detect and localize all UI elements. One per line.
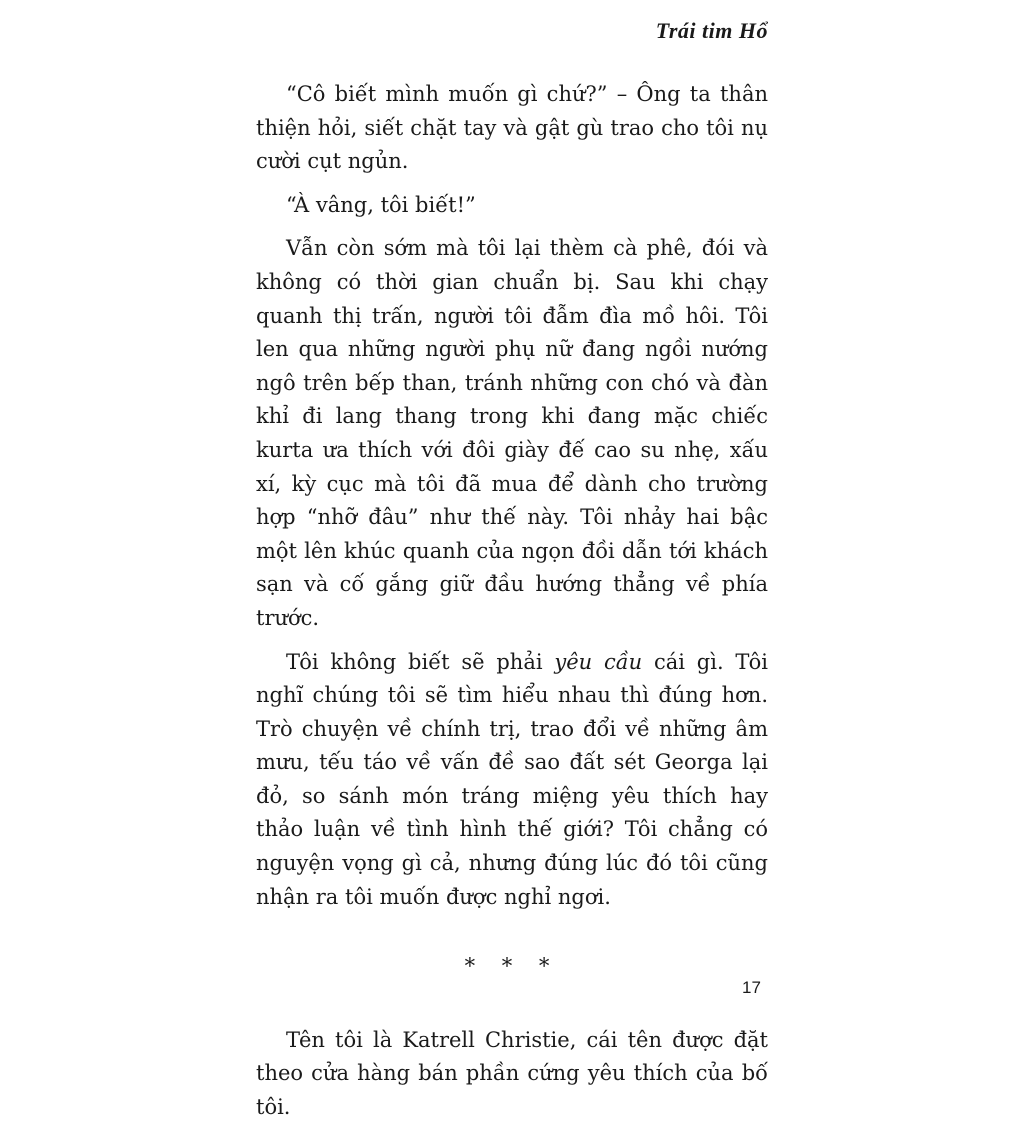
running-header-title: Trái tim Hổ bbox=[655, 18, 768, 43]
paragraph bbox=[256, 646, 768, 915]
paragraph: “À vâng, tôi biết!” bbox=[286, 192, 476, 217]
paragraph-text: Tôi không biết sẽ phải bbox=[286, 649, 555, 674]
scene-break: * * * bbox=[464, 954, 560, 979]
paragraph: “Cô biết mình muốn gì chứ?” – Ông ta thân thiện hỏi, siết chặt tay và gật gù trao cho tôi nụ cười cụt ngủn. bbox=[256, 82, 768, 174]
body-text bbox=[256, 78, 768, 1135]
page-number: 17 bbox=[742, 978, 761, 997]
emphasis-text: yêu cầu bbox=[554, 649, 643, 674]
paragraph-text: cái gì. Tôi nghĩ chúng tôi sẽ tìm hiểu nhau thì đúng hơn. Trò chuyện về chính trị, trao đổi về những âm mưu, tếu táo về vấn đề sao đất sét Georga lại đỏ, so sánh món tráng miệng yêu thích hay thảo luận về tình hình thế giới? Tôi chẳng có nguyện vọng gì cả, nhưng đúng lúc đó tôi cũng nhận ra tôi muốn được nghỉ ngơi. bbox=[256, 649, 768, 909]
paragraph: Vẫn còn sớm mà tôi lại thèm cà phê, đói và không có thời gian chuẩn bị. Sau khi chạy quanh thị trấn, người tôi đẫm đìa mồ hôi. Tôi len qua những người phụ nữ đang ngồi nướng ngô trên bếp than, tránh những con chó và đàn khỉ đi lang thang trong khi đang mặc chiếc kurta ưa thích với đôi giày đế cao su nhẹ, xấu xí, kỳ cục mà tôi đã mua để dành cho trường hợp “nhỡ đâu” như thế này. Tôi nhảy hai bậc một lên khúc quanh của ngọn đồi dẫn tới khách sạn và cố gắng giữ đầu hướng thẳng về phía trước. bbox=[256, 236, 768, 630]
paragraph: Tên tôi là Katrell Christie, cái tên được đặt theo cửa hàng bán phần cứng yêu thích của bố tôi. bbox=[256, 1027, 768, 1120]
